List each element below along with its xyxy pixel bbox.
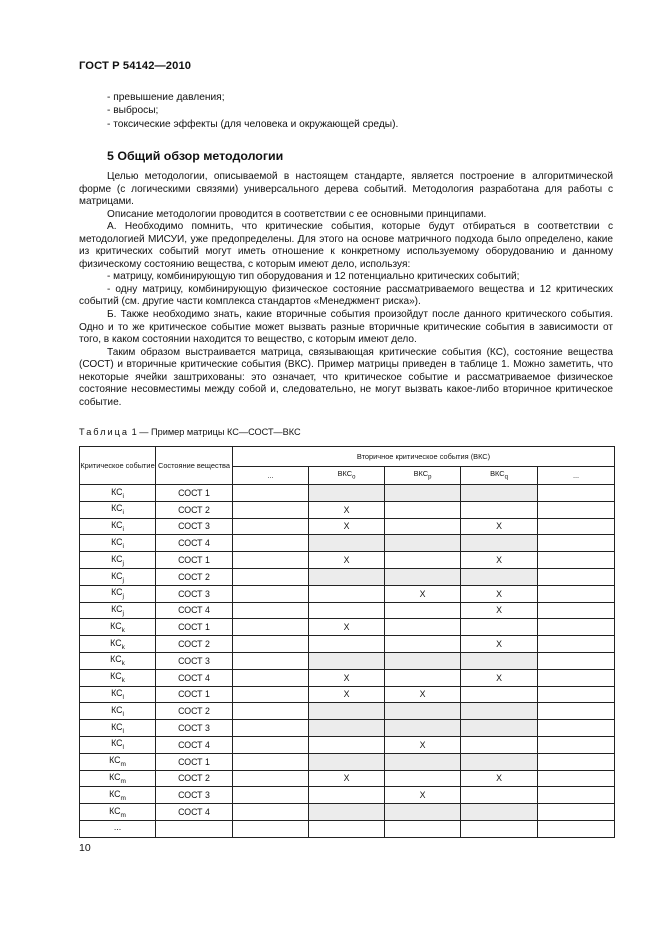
cell-secondary-event (461, 720, 538, 737)
cell-critical-event: $КС_m$ (80, 753, 156, 770)
cell-critical-event: $КС_l$ (80, 720, 156, 737)
cell-secondary-event (233, 669, 309, 686)
cell-secondary-event (309, 804, 385, 821)
cell-secondary-event (461, 753, 538, 770)
paragraph: Описание методологии проводится в соответствии с ее основными принципами. (107, 208, 487, 220)
table-row (80, 787, 615, 804)
cell-secondary-event (385, 804, 461, 821)
cell-secondary-event (385, 485, 461, 502)
cell-secondary-event: X (461, 518, 538, 535)
header-vks-o: $ВКС_o$ (309, 467, 385, 485)
cell-secondary-event (309, 485, 385, 502)
table-row (80, 720, 615, 737)
cell-secondary-event (538, 585, 615, 602)
body-text (79, 171, 613, 409)
cell-substance-state: СОСТ 4 (156, 535, 233, 552)
cell-substance-state: СОСТ 1 (156, 753, 233, 770)
cell-secondary-event: X (309, 552, 385, 569)
cell-critical-event: $КС_m$ (80, 787, 156, 804)
table-row (80, 652, 615, 669)
cell-secondary-event (538, 619, 615, 636)
cell-secondary-event: X (309, 518, 385, 535)
bullet-list (107, 91, 398, 131)
table-row (80, 703, 615, 720)
table-row (80, 820, 615, 837)
cell-substance-state: СОСТ 2 (156, 568, 233, 585)
table-row (80, 568, 615, 585)
paragraph: - одну матрицу, комбинирующую физическое состояние рассматриваемого вещества и 12 критических событий (см. другие части комплекса стандартов «Менеджмент риска»). (79, 283, 613, 308)
cell-secondary-event (461, 804, 538, 821)
cell-secondary-event (461, 485, 538, 502)
cell-substance-state: СОСТ 3 (156, 652, 233, 669)
cell-substance-state: СОСТ 1 (156, 485, 233, 502)
cell-secondary-event (309, 636, 385, 653)
page-number: 10 (79, 842, 91, 854)
cell-substance-state (156, 820, 233, 837)
cell-substance-state: СОСТ 2 (156, 501, 233, 518)
table-row (80, 585, 615, 602)
cell-secondary-event: X (461, 636, 538, 653)
cell-secondary-event (538, 652, 615, 669)
cell-secondary-event (538, 787, 615, 804)
cell-secondary-event (233, 585, 309, 602)
cell-secondary-event: X (461, 669, 538, 686)
cell-substance-state: СОСТ 4 (156, 602, 233, 619)
cell-critical-event: $КС_j$ (80, 552, 156, 569)
cell-secondary-event: X (385, 787, 461, 804)
cell-secondary-event: X (309, 619, 385, 636)
cell-secondary-event (538, 518, 615, 535)
table-row (80, 770, 615, 787)
cell-secondary-event (233, 485, 309, 502)
cell-secondary-event (233, 753, 309, 770)
table-row (80, 501, 615, 518)
bullet-item: - токсические эффекты (для человека и окружающей среды). (107, 118, 399, 130)
header-ellipsis-left: ... (233, 467, 309, 485)
cell-secondary-event (385, 535, 461, 552)
cell-secondary-event (233, 518, 309, 535)
cell-secondary-event (461, 787, 538, 804)
cell-secondary-event (538, 602, 615, 619)
cell-secondary-event (309, 736, 385, 753)
cell-secondary-event: X (309, 669, 385, 686)
cell-critical-event: $КС_j$ (80, 602, 156, 619)
cell-secondary-event: X (385, 736, 461, 753)
cell-secondary-event (233, 501, 309, 518)
cell-secondary-event (538, 804, 615, 821)
cell-secondary-event (233, 736, 309, 753)
cell-critical-event: $КС_k$ (80, 652, 156, 669)
cell-secondary-event (461, 703, 538, 720)
header-vks-p: $ВКС_p$ (385, 467, 461, 485)
cell-secondary-event: X (461, 552, 538, 569)
cell-secondary-event (233, 787, 309, 804)
matrix-table (79, 446, 615, 838)
cell-secondary-event (538, 636, 615, 653)
header-substance-state: Состояние вещества (156, 447, 233, 485)
cell-secondary-event: X (309, 770, 385, 787)
cell-secondary-event (309, 602, 385, 619)
table-row (80, 518, 615, 535)
table-row (80, 636, 615, 653)
header-vks-q: $ВКС_q$ (461, 467, 538, 485)
cell-critical-event: $КС_k$ (80, 619, 156, 636)
cell-secondary-event (461, 535, 538, 552)
cell-critical-event: $КС_i$ (80, 535, 156, 552)
table-row (80, 686, 615, 703)
cell-critical-event: $КС_l$ (80, 686, 156, 703)
cell-substance-state: СОСТ 3 (156, 787, 233, 804)
cell-critical-event: $КС_j$ (80, 568, 156, 585)
cell-secondary-event (461, 686, 538, 703)
cell-secondary-event (309, 535, 385, 552)
cell-secondary-event (309, 720, 385, 737)
table-row (80, 619, 615, 636)
cell-critical-event: $КС_l$ (80, 736, 156, 753)
cell-secondary-event (385, 652, 461, 669)
cell-secondary-event (538, 669, 615, 686)
cell-substance-state: СОСТ 1 (156, 619, 233, 636)
cell-secondary-event (461, 619, 538, 636)
cell-critical-event: $КС_i$ (80, 485, 156, 502)
cell-secondary-event (385, 703, 461, 720)
cell-secondary-event (385, 552, 461, 569)
cell-secondary-event (461, 736, 538, 753)
cell-secondary-event (233, 602, 309, 619)
cell-secondary-event (538, 568, 615, 585)
bullet-item: - превышение давления; (107, 92, 225, 103)
cell-secondary-event (461, 568, 538, 585)
cell-secondary-event (461, 652, 538, 669)
cell-critical-event: $КС_k$ (80, 669, 156, 686)
paragraph: Целью методологии, описываемой в настоящем стандарте, является построение в алгоритмической форме (с логическими связями) универсального дерева событий. Методология разработана для работы с матрицами. (79, 171, 613, 208)
cell-secondary-event (309, 787, 385, 804)
cell-substance-state: СОСТ 3 (156, 720, 233, 737)
cell-secondary-event: X (385, 585, 461, 602)
cell-secondary-event: X (461, 602, 538, 619)
cell-secondary-event (233, 770, 309, 787)
cell-substance-state: СОСТ 3 (156, 585, 233, 602)
cell-secondary-event (538, 820, 615, 837)
cell-secondary-event (233, 720, 309, 737)
cell-substance-state: СОСТ 2 (156, 636, 233, 653)
caption-prefix: Таблица (79, 427, 130, 437)
cell-critical-event: $КС_j$ (80, 585, 156, 602)
table-row (80, 552, 615, 569)
cell-secondary-event (309, 820, 385, 837)
cell-secondary-event (538, 703, 615, 720)
table-row (80, 535, 615, 552)
table-row (80, 602, 615, 619)
cell-secondary-event (233, 703, 309, 720)
paragraph: Таким образом выстраивается матрица, связывающая критические события (КС), состояние вещества (СОСТ) и вторичные критические события (ВКС). Пример матрицы приведен в таблице 1. Можно заметить, что некоторые ячейки заштрихованы: это означает, что критическое событие и рассматриваемое физическое состояние несовместимы между собой и, следовательно, не могут вызвать какое-либо вторичное критическое событие. (79, 346, 613, 408)
header-secondary-events: Вторичное критическое события (ВКС) (233, 447, 615, 467)
cell-secondary-event (233, 652, 309, 669)
cell-secondary-event (233, 552, 309, 569)
cell-secondary-event (309, 652, 385, 669)
cell-secondary-event (461, 820, 538, 837)
cell-secondary-event (233, 568, 309, 585)
cell-secondary-event (385, 820, 461, 837)
paragraph: - матрицу, комбинирующую тип оборудования и 12 потенциально критических событий; (107, 271, 520, 283)
cell-secondary-event (309, 568, 385, 585)
section-title: 5 Общий обзор методологии (107, 149, 284, 163)
cell-secondary-event: X (309, 501, 385, 518)
cell-secondary-event (538, 770, 615, 787)
paragraph: А. Необходимо помнить, что критические события, которые будут отбираться в соответствии с методологией МИСУИ, уже предопределены. Для этого на основе матричного подхода было определено, какие из критических событий могут иметь отношение к конкретному используемому оборудованию и данному физическому состоянию вещества, с которым имеют дело, используя: (79, 221, 613, 270)
cell-secondary-event (309, 753, 385, 770)
cell-secondary-event (538, 720, 615, 737)
cell-secondary-event (385, 770, 461, 787)
table-caption (79, 427, 301, 437)
cell-secondary-event (538, 501, 615, 518)
cell-critical-event: $КС_k$ (80, 636, 156, 653)
cell-critical-event: $КС_m$ (80, 770, 156, 787)
cell-substance-state: СОСТ 4 (156, 669, 233, 686)
cell-secondary-event: X (385, 686, 461, 703)
cell-substance-state: СОСТ 4 (156, 804, 233, 821)
cell-substance-state: СОСТ 3 (156, 518, 233, 535)
cell-secondary-event (309, 585, 385, 602)
cell-secondary-event (385, 602, 461, 619)
cell-secondary-event (385, 568, 461, 585)
cell-secondary-event (309, 703, 385, 720)
caption-text: 1 — Пример матрицы КС—СОСТ—ВКС (129, 427, 301, 437)
cell-secondary-event (233, 686, 309, 703)
header-critical-event: Критическое событие (80, 447, 156, 485)
cell-secondary-event (233, 619, 309, 636)
cell-secondary-event (385, 518, 461, 535)
cell-substance-state: СОСТ 1 (156, 552, 233, 569)
cell-substance-state: СОСТ 1 (156, 686, 233, 703)
header-ellipsis-right: ... (538, 467, 615, 485)
cell-secondary-event (538, 736, 615, 753)
cell-secondary-event: X (461, 770, 538, 787)
cell-secondary-event (233, 535, 309, 552)
cell-secondary-event: X (309, 686, 385, 703)
paragraph: Б. Также необходимо знать, какие вторичные события произойдут после данного критического события. Одно и то же критическое событие может вызвать разные вторичные критические события в зависимости от того, в каком состоянии находится то вещество, с которым имеют дело. (79, 309, 613, 346)
table-row (80, 736, 615, 753)
cell-critical-event: $КС_i$ (80, 518, 156, 535)
cell-substance-state: СОСТ 2 (156, 770, 233, 787)
cell-secondary-event (233, 804, 309, 821)
cell-secondary-event (461, 501, 538, 518)
cell-secondary-event (385, 669, 461, 686)
cell-secondary-event (385, 720, 461, 737)
cell-secondary-event (538, 485, 615, 502)
cell-secondary-event (538, 535, 615, 552)
cell-critical-event: $КС_i$ (80, 501, 156, 518)
cell-substance-state: СОСТ 4 (156, 736, 233, 753)
cell-secondary-event (233, 636, 309, 653)
cell-secondary-event (538, 753, 615, 770)
matrix-body (80, 485, 615, 838)
cell-secondary-event: X (461, 585, 538, 602)
document-code: ГОСТ Р 54142—2010 (79, 60, 192, 72)
cell-secondary-event (385, 753, 461, 770)
table-row (80, 485, 615, 502)
cell-secondary-event (385, 636, 461, 653)
cell-secondary-event (538, 686, 615, 703)
cell-secondary-event (385, 501, 461, 518)
cell-secondary-event (385, 619, 461, 636)
table-row (80, 804, 615, 821)
cell-critical-event: $КС_m$ (80, 804, 156, 821)
table-row (80, 669, 615, 686)
bullet-item: - выбросы; (107, 105, 159, 117)
cell-critical-event: ... (80, 820, 156, 837)
cell-substance-state: СОСТ 2 (156, 703, 233, 720)
table-row (80, 753, 615, 770)
cell-critical-event: $КС_l$ (80, 703, 156, 720)
cell-secondary-event (538, 552, 615, 569)
cell-secondary-event (233, 820, 309, 837)
